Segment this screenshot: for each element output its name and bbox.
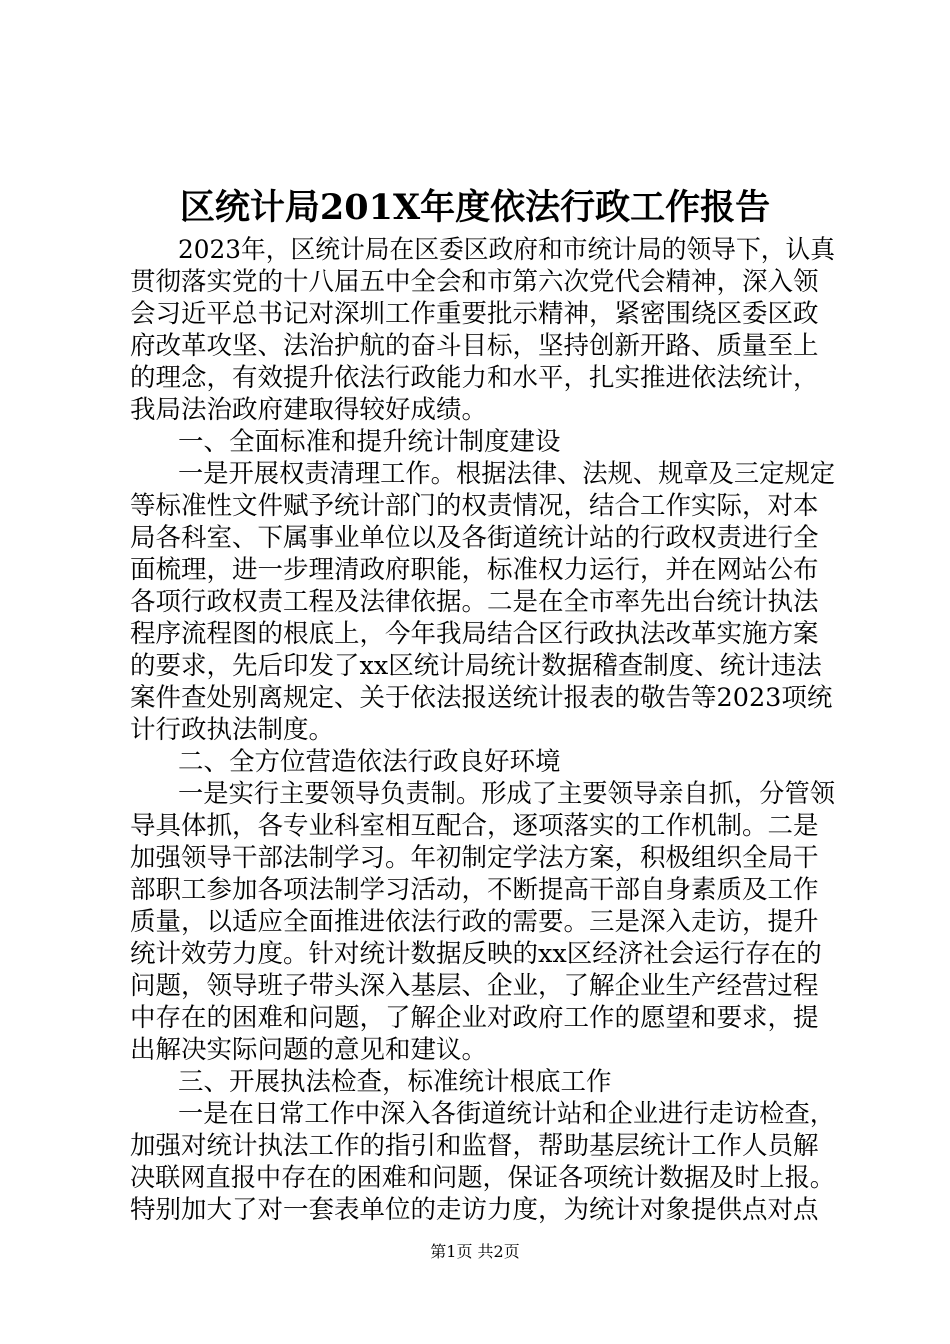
paragraph-line: 面梳理，进一步理清政府职能，标准权力运行，并在网站公布 bbox=[130, 555, 819, 585]
paragraph-line: 计行政执法制度。 bbox=[130, 715, 335, 745]
paragraph-line: 一是实行主要领导负责制。形成了主要领导亲自抓，分管领 bbox=[178, 779, 835, 809]
paragraph-line: 出解决实际问题的意见和建议。 bbox=[130, 1035, 488, 1065]
paragraph-line: 等标准性文件赋予统计部门的权责情况，结合工作实际，对本 bbox=[130, 491, 819, 521]
paragraph-line: 加强领导干部法制学习。年初制定学法方案，积极组织全局干 bbox=[130, 843, 819, 873]
document-body bbox=[130, 234, 835, 1226]
paragraph-line: 部职工参加各项法制学习活动，不断提高干部自身素质及工作 bbox=[130, 875, 819, 905]
paragraph-line: 各项行政权责工程及法律依据。二是在全市率先出台统计执法 bbox=[130, 587, 819, 617]
paragraph-line: 府改革攻坚、法治护航的奋斗目标，坚持创新开路、质量至上 bbox=[130, 331, 819, 361]
paragraph-line: 2023年，区统计局在区委区政府和市统计局的领导下，认真 bbox=[178, 235, 835, 265]
paragraph-line: 中存在的困难和问题，了解企业对政府工作的愿望和要求，提 bbox=[130, 1003, 819, 1033]
paragraph-line: 案件查处别离规定、关于依法报送统计报表的敬告等2023项统 bbox=[130, 683, 833, 713]
page-footer: 第1页 共2页 bbox=[430, 1242, 520, 1261]
paragraph-line: 加强对统计执法工作的指引和监督，帮助基层统计工作人员解 bbox=[130, 1131, 819, 1161]
paragraph-line: 统计效劳力度。针对统计数据反映的xx区经济社会运行存在的 bbox=[130, 939, 822, 969]
paragraph-line: 决联网直报中存在的困难和问题，保证各项统计数据及时上报。 bbox=[130, 1163, 835, 1193]
paragraph-line: 特别加大了对一套表单位的走访力度，为统计对象提供点对点 bbox=[130, 1195, 819, 1225]
paragraph-line: 会习近平总书记对深圳工作重要批示精神，紧密围绕区委区政 bbox=[130, 299, 819, 329]
paragraph-line: 质量，以适应全面推进依法行政的需要。三是深入走访，提升 bbox=[130, 907, 819, 937]
paragraph-line: 问题，领导班子带头深入基层、企业，了解企业生产经营过程 bbox=[130, 971, 819, 1001]
paragraph-line: 一是开展权责清理工作。根据法律、法规、规章及三定规定 bbox=[178, 459, 835, 489]
paragraph-line: 一是在日常工作中深入各街道统计站和企业进行走访检查， bbox=[178, 1099, 835, 1129]
paragraph-line: 的要求，先后印发了xx区统计局统计数据稽查制度、统计违法 bbox=[130, 651, 822, 681]
paragraph-line: 贯彻落实党的十八届五中全会和市第六次党代会精神，深入领 bbox=[130, 267, 819, 297]
section-heading: 一、全面标准和提升统计制度建设 bbox=[178, 427, 561, 457]
section-heading: 三、开展执法检查，标准统计根底工作 bbox=[178, 1067, 612, 1097]
paragraph-line: 局各科室、下属事业单位以及各街道统计站的行政权责进行全 bbox=[130, 523, 819, 553]
paragraph-line: 我局法治政府建取得较好成绩。 bbox=[130, 395, 488, 425]
document-title: 区统计局201X年度依法行政工作报告 bbox=[179, 187, 771, 228]
paragraph-line: 导具体抓，各专业科室相互配合，逐项落实的工作机制。二是 bbox=[130, 811, 819, 841]
paragraph-line: 程序流程图的根底上，今年我局结合区行政执法改革实施方案 bbox=[130, 619, 819, 649]
paragraph-line: 的理念，有效提升依法行政能力和水平，扎实推进依法统计， bbox=[130, 363, 819, 393]
section-heading: 二、全方位营造依法行政良好环境 bbox=[178, 747, 561, 777]
